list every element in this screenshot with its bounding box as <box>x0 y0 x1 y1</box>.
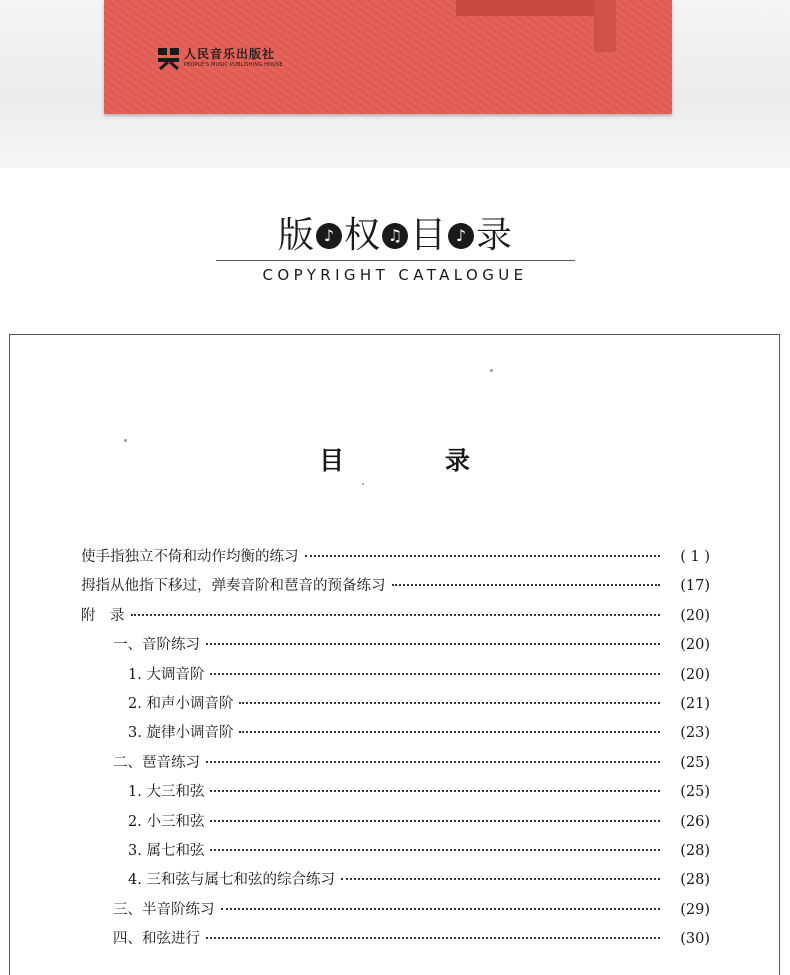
toc-title <box>10 441 779 477</box>
toc-entry <box>81 868 710 892</box>
toc-leader-dots <box>210 849 660 851</box>
toc-entry-page: (26) <box>680 813 710 830</box>
heading-char: 版 <box>277 215 314 256</box>
scan-speck <box>362 483 364 485</box>
heading-divider <box>216 260 575 261</box>
toc-entry-label: 二、琶音练习 <box>113 754 200 771</box>
toc-entry <box>81 810 710 834</box>
toc-entry <box>81 927 710 951</box>
publisher-logo-icon <box>156 44 182 70</box>
toc-entry-page: (28) <box>680 872 710 889</box>
toc-leader-dots <box>206 643 660 645</box>
toc-entry <box>81 839 710 863</box>
toc-entry-page: (28) <box>680 843 710 859</box>
toc-leader-dots <box>392 584 661 586</box>
toc-entry-label: 3. 旋律小调音阶 <box>128 725 234 742</box>
toc-entry-page: (20) <box>680 666 710 683</box>
publisher-name-en: PEOPLE'S MUSIC PUBLISHING HOUSE <box>184 62 283 68</box>
section-heading <box>0 212 790 260</box>
toc-entry-label: 4. 三和弦与属七和弦的综合练习 <box>128 872 335 889</box>
music-notes-icon: ♫ <box>382 223 408 249</box>
toc-entry-page: ( 1 ) <box>680 549 710 565</box>
music-note-icon: ♪ <box>448 223 474 249</box>
toc-leader-dots <box>131 614 661 616</box>
toc-entry <box>81 898 710 922</box>
toc-leader-dots <box>239 702 660 704</box>
toc-entry-label: 1. 大调音阶 <box>128 666 205 683</box>
toc-leader-dots <box>341 878 660 880</box>
toc-entry <box>81 721 710 745</box>
toc-entry <box>81 604 710 628</box>
toc-title-right: 录 <box>444 446 470 475</box>
toc-entry-label: 附 录 <box>81 607 125 624</box>
toc-leader-dots <box>210 673 660 675</box>
toc-entry-page: (20) <box>680 637 710 654</box>
toc-leader-dots <box>206 761 660 763</box>
heading-subtitle: COPYRIGHT CATALOGUE <box>262 266 528 284</box>
toc-entry-label: 1. 大三和弦 <box>128 784 205 801</box>
toc-entry-label: 四、和弦进行 <box>113 931 200 948</box>
contents-page <box>9 334 780 975</box>
toc-entry-label: 使手指独立不倚和动作均衡的练习 <box>81 549 299 565</box>
toc-entry-page: (29) <box>680 901 710 918</box>
cover-decor-band-vertical <box>594 0 616 52</box>
music-note-icon: ♪ <box>316 223 342 249</box>
toc-entry-page: (17) <box>680 578 710 595</box>
toc-leader-dots <box>210 820 660 822</box>
toc-entry-page: (21) <box>680 696 710 712</box>
toc-leader-dots <box>221 908 661 910</box>
toc-entry-page: (30) <box>680 931 710 948</box>
toc-entry-label: 一、音阶练习 <box>113 637 200 654</box>
toc-entry-page: (25) <box>680 784 710 801</box>
toc-entry-page: (23) <box>680 725 710 742</box>
heading-char: 录 <box>476 215 513 256</box>
toc-title-left: 目 <box>319 446 345 475</box>
publisher-name: 人民音乐出版社 <box>184 47 276 61</box>
cover-decor-band <box>456 0 596 16</box>
toc-leader-dots <box>305 555 661 557</box>
toc-entry-label: 拇指从他指下移过，弹奏音阶和琶音的预备练习 <box>81 578 386 595</box>
book-cover <box>104 0 672 114</box>
toc-entry-page: (20) <box>680 607 710 624</box>
toc-entry-label: 2. 小三和弦 <box>128 813 205 830</box>
toc-entry-label: 三、半音阶练习 <box>113 901 215 918</box>
scan-speck <box>490 369 493 372</box>
toc-entry <box>81 633 710 657</box>
toc-entry <box>81 574 710 598</box>
toc-entry <box>81 751 710 775</box>
toc-leader-dots <box>210 790 660 792</box>
toc-leader-dots <box>206 937 660 939</box>
toc-entry <box>81 663 710 687</box>
toc-leader-dots <box>239 731 660 733</box>
heading-char: 权 <box>343 215 380 256</box>
toc-entry-label: 3. 属七和弦 <box>128 843 205 859</box>
toc-entry <box>81 780 710 804</box>
toc-entry-label: 2. 和声小调音阶 <box>128 696 234 712</box>
heading-char: 目 <box>410 215 447 256</box>
toc-entry-page: (25) <box>680 754 710 771</box>
toc-entry <box>81 692 710 716</box>
toc-entry <box>81 545 710 569</box>
